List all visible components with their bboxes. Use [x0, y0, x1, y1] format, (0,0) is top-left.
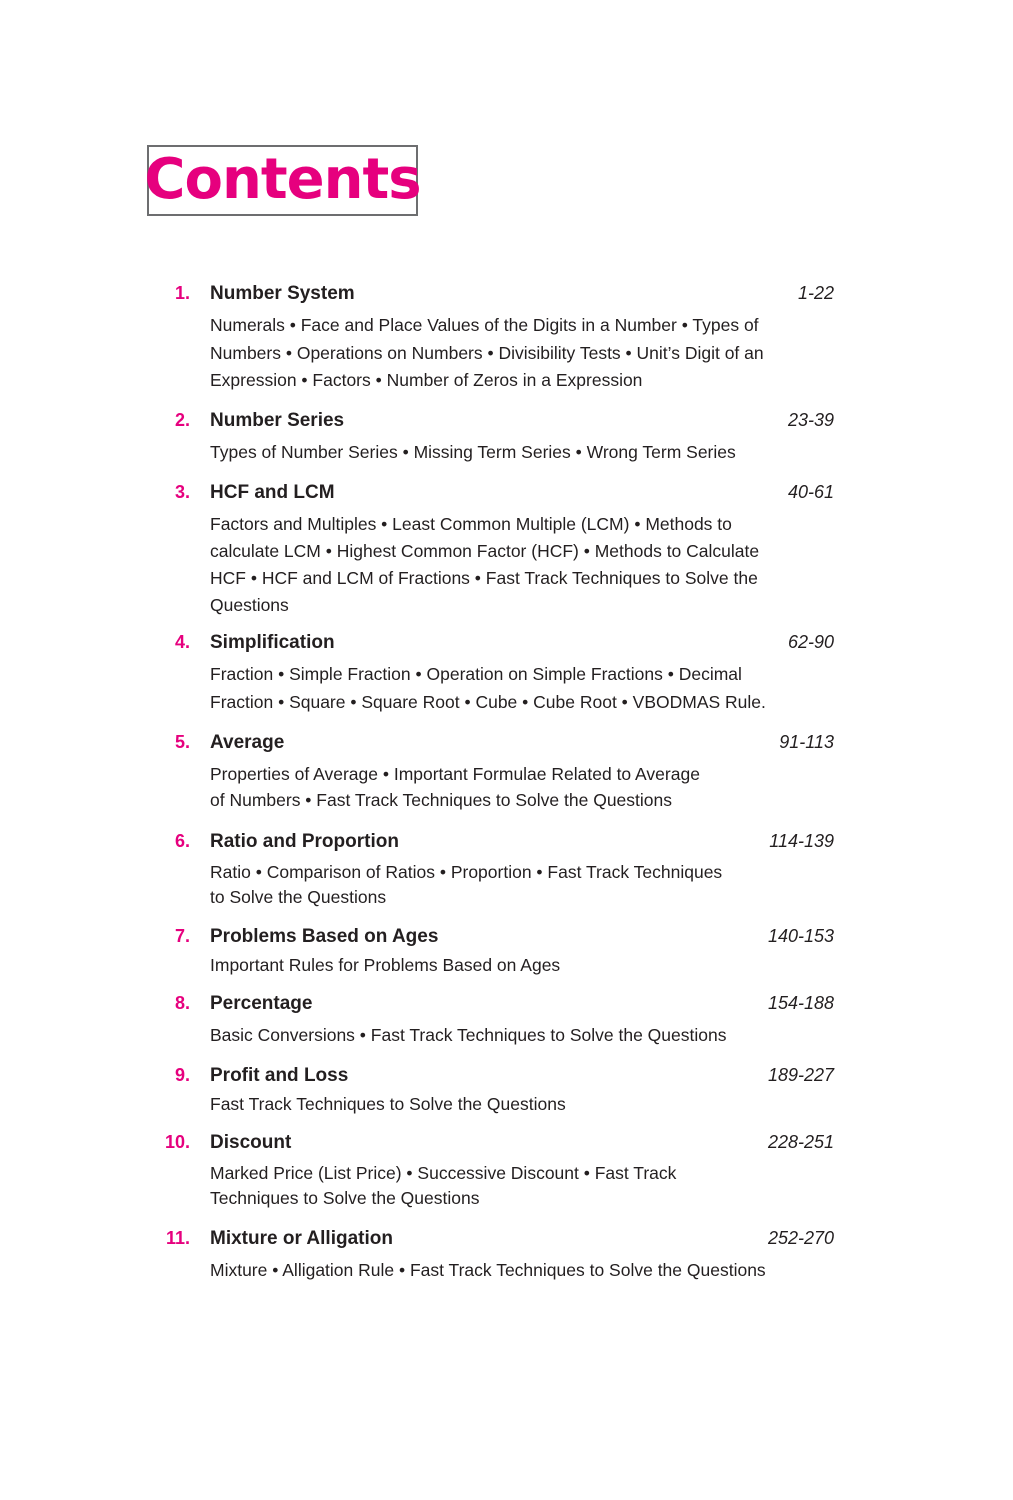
chapter-title: Number System [210, 283, 355, 304]
topic-line: Properties of Average • Important Formulae Related to Average [210, 764, 700, 784]
page-title: Contents [144, 146, 421, 212]
chapter-pages: 189-227 [767, 1065, 834, 1085]
topic-line: Numerals • Face and Place Values of the Digits in a Number • Types of [210, 315, 759, 335]
chapter-number: 10. [164, 1132, 190, 1152]
chapter-title: Percentage [210, 993, 313, 1014]
topic-line: Types of Number Series • Missing Term Series • Wrong Term Series [210, 442, 736, 462]
chapter-pages: 91-113 [779, 732, 834, 752]
chapter-title: Profit and Loss [210, 1065, 349, 1086]
chapter-title: Average [210, 732, 285, 753]
topic-line: HCF • HCF and LCM of Fractions • Fast Track Techniques to Solve the [210, 568, 758, 588]
chapter-number: 1. [174, 283, 190, 303]
topic-line: calculate LCM • Highest Common Factor (HCF) • Methods to Calculate [210, 541, 760, 561]
chapter-number: 11. [165, 1228, 190, 1248]
chapter-topics [210, 661, 810, 716]
chapter-number: 3. [174, 482, 190, 502]
chapter-topics [210, 952, 810, 978]
topic-line: Fraction • Simple Fraction • Operation on Simple Fractions • Decimal [210, 664, 742, 684]
chapter-title: Discount [210, 1132, 292, 1153]
chapter-pages: 154-188 [767, 993, 834, 1013]
topic-line: Important Rules for Problems Based on Ages [210, 955, 561, 975]
topic-line: Factors and Multiples • Least Common Multiple (LCM) • Methods to [210, 514, 732, 534]
chapter-number: 5. [174, 732, 190, 752]
topic-line: Mixture • Alligation Rule • Fast Track Techniques to Solve the Questions [210, 1260, 766, 1280]
topic-line: Marked Price (List Price) • Successive Discount • Fast Track [210, 1163, 677, 1183]
chapter-pages: 252-270 [767, 1228, 834, 1248]
chapter-number: 7. [174, 926, 190, 946]
topic-line: Numbers • Operations on Numbers • Divisibility Tests • Unit’s Digit of an [210, 342, 764, 363]
chapter-title: HCF and LCM [210, 482, 335, 503]
topic-line: Ratio • Comparison of Ratios • Proportion • Fast Track Techniques [210, 862, 723, 882]
chapter-pages: 140-153 [767, 926, 834, 946]
chapter-pages: 23-39 [787, 410, 834, 430]
chapter-topics [210, 1022, 810, 1048]
chapter-topics [210, 439, 810, 467]
chapter-number: 2. [174, 410, 190, 430]
topic-line: of Numbers • Fast Track Techniques to Solve the Questions [210, 790, 672, 810]
chapter-title: Problems Based on Ages [210, 926, 439, 947]
chapter-number: 8. [174, 993, 190, 1013]
chapter-title: Number Series [210, 410, 345, 431]
chapter-title: Ratio and Proportion [210, 831, 399, 852]
chapter-topics [210, 511, 810, 619]
chapter-number: 6. [174, 831, 190, 851]
chapter-pages: 114-139 [769, 831, 834, 851]
topic-line: Expression • Factors • Number of Zeros in a Expression [210, 370, 643, 390]
chapter-title: Simplification [210, 632, 335, 653]
chapter-number: 4. [174, 632, 190, 652]
chapter-topics [210, 860, 810, 910]
chapter-topics [210, 1257, 810, 1283]
chapter-pages: 1-22 [797, 283, 834, 303]
chapter-number: 9. [174, 1065, 190, 1085]
chapter-pages: 40-61 [787, 482, 834, 502]
topic-line: Techniques to Solve the Questions [210, 1188, 480, 1208]
topic-line: Questions [210, 595, 289, 615]
chapter-topics [210, 1161, 810, 1211]
chapter-pages: 62-90 [787, 632, 834, 652]
contents-title-box [144, 145, 421, 216]
topic-line: Fast Track Techniques to Solve the Questions [210, 1094, 566, 1114]
chapter-topics [210, 761, 810, 813]
topic-line: Fraction • Square • Square Root • Cube • Cube Root • VBODMAS Rule. [210, 691, 766, 712]
chapter-title: Mixture or Alligation [210, 1228, 393, 1249]
chapter-topics [210, 1091, 810, 1117]
topic-line: Basic Conversions • Fast Track Techniques to Solve the Questions [210, 1025, 727, 1045]
chapter-pages: 228-251 [767, 1132, 834, 1152]
topic-line: to Solve the Questions [210, 887, 387, 907]
chapter-topics [210, 312, 810, 395]
